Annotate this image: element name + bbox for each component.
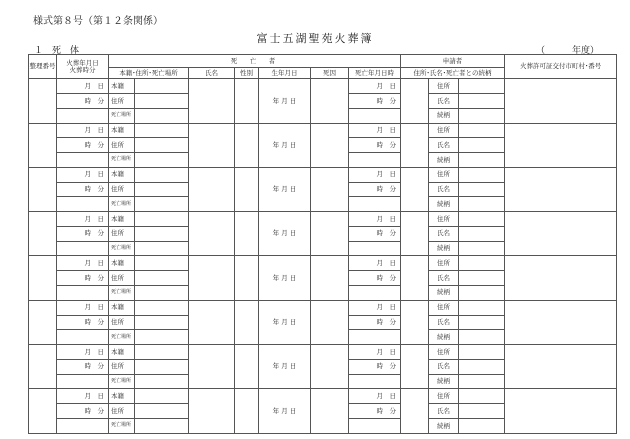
applicant-relation-value — [459, 286, 505, 301]
death-hour-min: 時 分 — [349, 182, 401, 197]
deceased-name-cell — [189, 300, 235, 344]
section-label: １ 死 体 — [34, 46, 80, 56]
applicant-address-label: 住所 — [429, 345, 459, 360]
birth-date-cell: 年 月 日 — [259, 256, 311, 300]
applicant-relation-label: 続柄 — [429, 330, 459, 345]
permit-cell — [505, 389, 617, 434]
cremation-hour-min: 時 分 — [57, 271, 109, 286]
header-cremation-datetime — [57, 55, 109, 79]
applicant-name-label: 氏名 — [429, 359, 459, 374]
cremation-month-day: 月 日 — [57, 123, 109, 138]
applicant-relation-label: 続柄 — [429, 241, 459, 256]
header-deceased: 死 亡 者 — [109, 55, 401, 68]
header-death-datetime: 死亡年月日時 — [349, 68, 401, 79]
applicant-address-label: 住所 — [429, 389, 459, 404]
death-place-label: 死亡場所 — [109, 197, 135, 212]
death-hour-min: 時 分 — [349, 94, 401, 109]
death-place-value — [135, 286, 189, 301]
honseki-label: 本籍 — [109, 389, 135, 404]
permit-cell — [505, 123, 617, 167]
applicant-name-label: 氏名 — [429, 226, 459, 241]
applicant-name-value — [459, 315, 505, 330]
applicant-address-value — [459, 167, 505, 182]
applicant-address-value — [459, 389, 505, 404]
applicant-address-label: 住所 — [429, 256, 459, 271]
death-time-spacer — [349, 418, 401, 433]
honseki-label: 本籍 — [109, 256, 135, 271]
applicant-address-value — [459, 345, 505, 360]
cremation-hour-min: 時 分 — [57, 138, 109, 153]
cremation-hour-min: 時 分 — [57, 404, 109, 419]
cremation-time-spacer — [57, 374, 109, 389]
deceased-name-cell — [189, 167, 235, 211]
header-cremation-time: 火葬時分 — [69, 65, 96, 74]
applicant-name-value — [459, 182, 505, 197]
honseki-value — [135, 389, 189, 404]
applicant-name-value — [459, 226, 505, 241]
seiri-number-cell — [29, 123, 57, 167]
birth-date-cell: 年 月 日 — [259, 123, 311, 167]
address-label: 住所 — [109, 404, 135, 419]
record-row — [29, 79, 617, 94]
applicant-name-label: 氏名 — [429, 138, 459, 153]
header-birth-date: 生年月日 — [259, 68, 311, 79]
applicant-relation-label: 続柄 — [429, 418, 459, 433]
applicant-name-label: 氏名 — [429, 182, 459, 197]
sex-cell — [235, 345, 259, 389]
cremation-time-spacer — [57, 286, 109, 301]
header-applicant-detail: 住所･氏名･死亡者との続柄 — [401, 68, 505, 79]
seiri-number-cell — [29, 79, 57, 123]
cremation-hour-min: 時 分 — [57, 182, 109, 197]
death-month-day: 月 日 — [349, 212, 401, 227]
death-hour-min: 時 分 — [349, 404, 401, 419]
header-sex: 性別 — [235, 68, 259, 79]
death-month-day: 月 日 — [349, 79, 401, 94]
cremation-time-spacer — [57, 241, 109, 256]
address-value — [135, 271, 189, 286]
applicant-address-value — [459, 79, 505, 94]
applicant-address-value — [459, 212, 505, 227]
birth-date-cell: 年 月 日 — [259, 167, 311, 211]
deceased-name-cell — [189, 212, 235, 256]
death-place-value — [135, 241, 189, 256]
death-date-spacer — [401, 345, 429, 389]
record-row — [29, 389, 617, 404]
death-date-spacer — [401, 300, 429, 344]
honseki-value — [135, 79, 189, 94]
seiri-number-cell — [29, 167, 57, 211]
address-label: 住所 — [109, 138, 135, 153]
sex-cell — [235, 123, 259, 167]
birth-date-cell: 年 月 日 — [259, 212, 311, 256]
cremation-hour-min: 時 分 — [57, 226, 109, 241]
death-time-spacer — [349, 330, 401, 345]
header-permit: 火葬許可証交付市町村･番号 — [505, 55, 617, 79]
honseki-label: 本籍 — [109, 123, 135, 138]
applicant-address-label: 住所 — [429, 167, 459, 182]
death-hour-min: 時 分 — [349, 271, 401, 286]
permit-cell — [505, 212, 617, 256]
cause-cell — [311, 389, 349, 434]
header-honseki-address-place: 本籍･住所･死亡場所 — [109, 68, 189, 79]
honseki-value — [135, 212, 189, 227]
address-value — [135, 182, 189, 197]
deceased-name-cell — [189, 345, 235, 389]
applicant-address-value — [459, 256, 505, 271]
record-row — [29, 212, 617, 227]
applicant-relation-value — [459, 241, 505, 256]
death-place-label: 死亡場所 — [109, 241, 135, 256]
applicant-name-value — [459, 359, 505, 374]
death-month-day: 月 日 — [349, 123, 401, 138]
death-place-label: 死亡場所 — [109, 374, 135, 389]
seiri-number-cell — [29, 300, 57, 344]
cause-cell — [311, 300, 349, 344]
death-place-label: 死亡場所 — [109, 108, 135, 123]
death-place-value — [135, 374, 189, 389]
death-date-spacer — [401, 212, 429, 256]
address-label: 住所 — [109, 271, 135, 286]
death-date-spacer — [401, 123, 429, 167]
applicant-name-value — [459, 94, 505, 109]
cremation-hour-min: 時 分 — [57, 94, 109, 109]
permit-cell — [505, 345, 617, 389]
honseki-value — [135, 300, 189, 315]
cremation-month-day: 月 日 — [57, 300, 109, 315]
cremation-time-spacer — [57, 108, 109, 123]
birth-date-cell: 年 月 日 — [259, 345, 311, 389]
death-hour-min: 時 分 — [349, 138, 401, 153]
applicant-name-label: 氏名 — [429, 315, 459, 330]
permit-cell — [505, 256, 617, 300]
address-label: 住所 — [109, 94, 135, 109]
deceased-name-cell — [189, 256, 235, 300]
applicant-address-label: 住所 — [429, 123, 459, 138]
seiri-number-cell — [29, 389, 57, 434]
address-value — [135, 359, 189, 374]
cremation-register-table — [28, 54, 617, 434]
fiscal-year-label: （ 年度） — [536, 46, 600, 56]
honseki-label: 本籍 — [109, 345, 135, 360]
honseki-value — [135, 123, 189, 138]
applicant-address-label: 住所 — [429, 300, 459, 315]
deceased-name-cell — [189, 389, 235, 434]
death-place-value — [135, 418, 189, 433]
cremation-month-day: 月 日 — [57, 256, 109, 271]
death-place-value — [135, 108, 189, 123]
deceased-name-cell — [189, 79, 235, 123]
header-cremation-date: 火葬年月日 — [66, 58, 99, 67]
honseki-value — [135, 256, 189, 271]
header-seiri: 整理番号 — [29, 55, 57, 79]
cause-cell — [311, 167, 349, 211]
cause-cell — [311, 79, 349, 123]
document-title: 富士五湖聖苑火葬簿 — [256, 32, 374, 45]
applicant-relation-label: 続柄 — [429, 197, 459, 212]
record-row — [29, 167, 617, 182]
sex-cell — [235, 300, 259, 344]
applicant-relation-value — [459, 197, 505, 212]
header-name: 氏名 — [189, 68, 235, 79]
address-value — [135, 315, 189, 330]
cremation-hour-min: 時 分 — [57, 359, 109, 374]
honseki-label: 本籍 — [109, 212, 135, 227]
death-hour-min: 時 分 — [349, 359, 401, 374]
record-row — [29, 256, 617, 271]
permit-cell — [505, 167, 617, 211]
sex-cell — [235, 79, 259, 123]
seiri-number-cell — [29, 212, 57, 256]
death-place-value — [135, 330, 189, 345]
cremation-month-day: 月 日 — [57, 79, 109, 94]
honseki-value — [135, 345, 189, 360]
birth-date-cell: 年 月 日 — [259, 300, 311, 344]
death-place-label: 死亡場所 — [109, 330, 135, 345]
address-label: 住所 — [109, 359, 135, 374]
sex-cell — [235, 256, 259, 300]
applicant-relation-value — [459, 108, 505, 123]
death-place-value — [135, 153, 189, 168]
death-time-spacer — [349, 108, 401, 123]
applicant-relation-value — [459, 418, 505, 433]
cremation-hour-min: 時 分 — [57, 315, 109, 330]
cremation-month-day: 月 日 — [57, 389, 109, 404]
address-value — [135, 404, 189, 419]
cause-cell — [311, 345, 349, 389]
address-label: 住所 — [109, 226, 135, 241]
death-hour-min: 時 分 — [349, 226, 401, 241]
death-date-spacer — [401, 167, 429, 211]
applicant-address-value — [459, 300, 505, 315]
death-month-day: 月 日 — [349, 345, 401, 360]
address-value — [135, 94, 189, 109]
death-time-spacer — [349, 153, 401, 168]
death-time-spacer — [349, 374, 401, 389]
cause-cell — [311, 256, 349, 300]
cremation-time-spacer — [57, 153, 109, 168]
cause-cell — [311, 212, 349, 256]
address-value — [135, 226, 189, 241]
death-time-spacer — [349, 197, 401, 212]
seiri-number-cell — [29, 256, 57, 300]
honseki-label: 本籍 — [109, 79, 135, 94]
header-applicant: 申請者 — [401, 55, 505, 68]
death-date-spacer — [401, 389, 429, 434]
birth-date-cell: 年 月 日 — [259, 389, 311, 434]
form-number: 様式第８号（第１２条関係） — [33, 16, 163, 27]
applicant-relation-label: 続柄 — [429, 374, 459, 389]
cremation-time-spacer — [57, 330, 109, 345]
cremation-month-day: 月 日 — [57, 167, 109, 182]
applicant-name-label: 氏名 — [429, 271, 459, 286]
death-time-spacer — [349, 241, 401, 256]
cremation-month-day: 月 日 — [57, 212, 109, 227]
death-place-label: 死亡場所 — [109, 286, 135, 301]
death-date-spacer — [401, 256, 429, 300]
applicant-relation-value — [459, 374, 505, 389]
applicant-name-label: 氏名 — [429, 404, 459, 419]
header-cause: 死因 — [311, 68, 349, 79]
seiri-number-cell — [29, 345, 57, 389]
record-row — [29, 123, 617, 138]
sex-cell — [235, 212, 259, 256]
applicant-name-value — [459, 271, 505, 286]
applicant-name-value — [459, 404, 505, 419]
sex-cell — [235, 167, 259, 211]
death-date-spacer — [401, 79, 429, 123]
death-place-label: 死亡場所 — [109, 153, 135, 168]
sex-cell — [235, 389, 259, 434]
applicant-name-label: 氏名 — [429, 94, 459, 109]
death-month-day: 月 日 — [349, 300, 401, 315]
permit-cell — [505, 300, 617, 344]
death-hour-min: 時 分 — [349, 315, 401, 330]
cremation-time-spacer — [57, 418, 109, 433]
cremation-month-day: 月 日 — [57, 345, 109, 360]
honseki-label: 本籍 — [109, 300, 135, 315]
applicant-address-label: 住所 — [429, 212, 459, 227]
address-label: 住所 — [109, 182, 135, 197]
cause-cell — [311, 123, 349, 167]
birth-date-cell: 年 月 日 — [259, 79, 311, 123]
address-label: 住所 — [109, 315, 135, 330]
deceased-name-cell — [189, 123, 235, 167]
address-value — [135, 138, 189, 153]
applicant-relation-label: 続柄 — [429, 108, 459, 123]
death-month-day: 月 日 — [349, 167, 401, 182]
record-row — [29, 345, 617, 360]
death-place-value — [135, 197, 189, 212]
applicant-relation-value — [459, 153, 505, 168]
honseki-label: 本籍 — [109, 167, 135, 182]
death-time-spacer — [349, 286, 401, 301]
applicant-relation-value — [459, 330, 505, 345]
death-place-label: 死亡場所 — [109, 418, 135, 433]
applicant-address-label: 住所 — [429, 79, 459, 94]
applicant-name-value — [459, 138, 505, 153]
permit-cell — [505, 79, 617, 123]
cremation-time-spacer — [57, 197, 109, 212]
applicant-address-value — [459, 123, 505, 138]
applicant-relation-label: 続柄 — [429, 286, 459, 301]
death-month-day: 月 日 — [349, 256, 401, 271]
record-row — [29, 300, 617, 315]
death-month-day: 月 日 — [349, 389, 401, 404]
honseki-value — [135, 167, 189, 182]
applicant-relation-label: 続柄 — [429, 153, 459, 168]
